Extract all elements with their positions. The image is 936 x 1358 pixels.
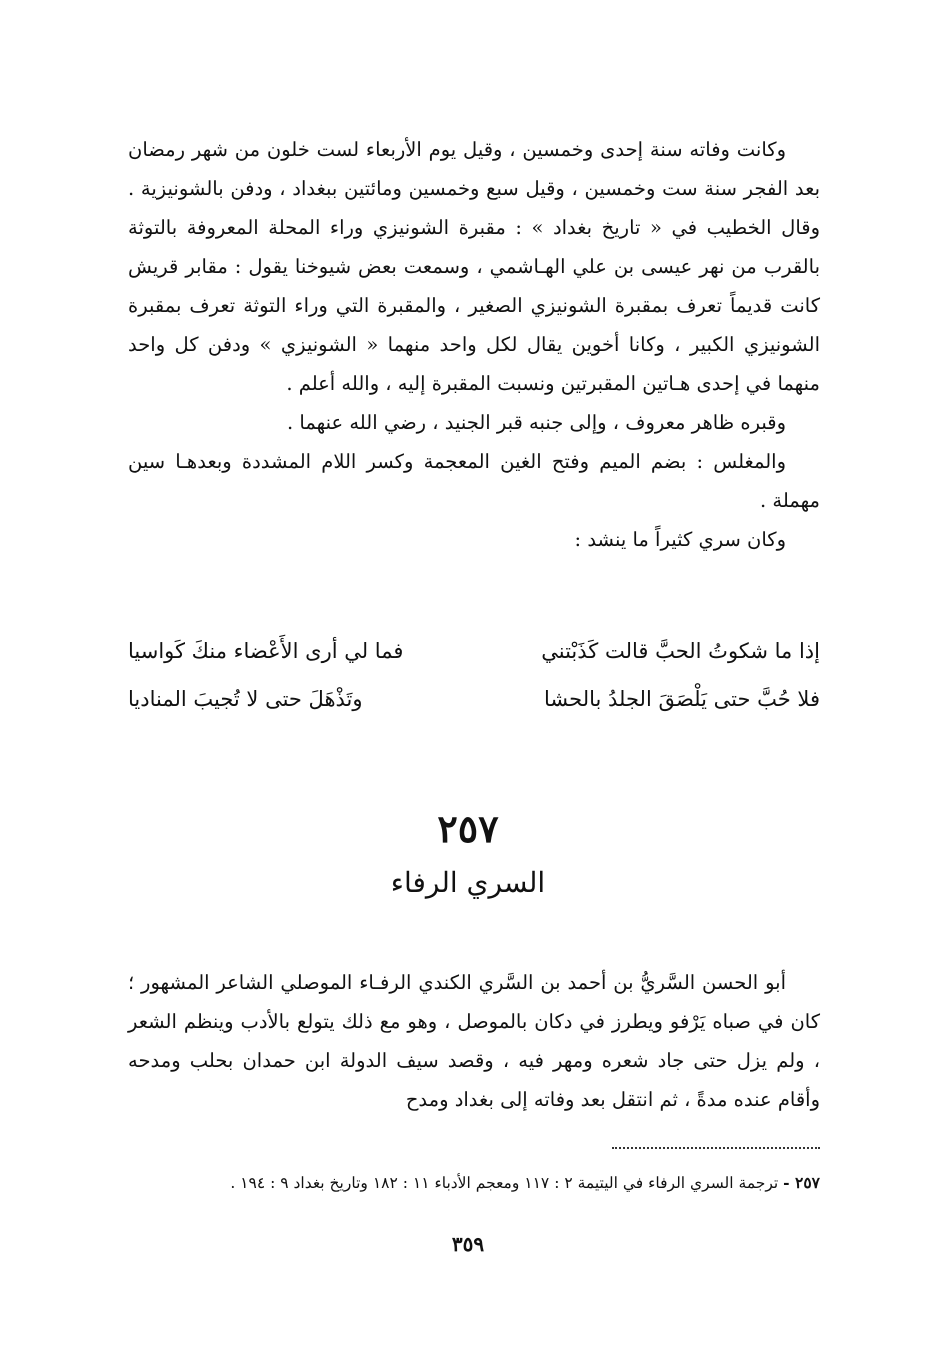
poem — [128, 627, 820, 723]
entry-title: السري الرفاء — [390, 866, 546, 899]
footnote-text: ترجمة السري الرفاء في اليتيمة ٢ : ١١٧ ومعجم الأدباء ١١ : ١٨٢ وتاريخ بغداد ٩ : ١٩٤ . — [230, 1174, 779, 1192]
entry-body — [128, 963, 820, 1119]
footnote — [128, 1168, 820, 1198]
paragraph-grave: وقبره ظاهر معروف ، وإلى جنبه قبر الجنيد ، رضي الله عنهما . — [287, 411, 786, 434]
page-number: ٣٥٩ — [451, 1232, 485, 1256]
verse-second-hemistich: فما لي أرى الأَعْضاء منكَ كَواسيا — [128, 639, 404, 663]
entry-body-paragraph: أبو الحسن السَّريُّ بن أحمد بن السَّري الكندي الرفـاء الموصلي الشاعر المشهور ؛ كان في صباه يَرْفو ويطرز في دكان بالموصل ، وهو مع ذلك يتولع بالأدب وينظم الشعر ، ولم يزل حتى جاد شعره ومهر فيه ، وقصد سيف الدولة ابن حمدان بحلب ومدحه وأقام عنده مدةً ، ثم انتقل بعد وفاته إلى بغداد ومدح — [128, 971, 820, 1111]
verse-second-hemistich: وتَذْهَلَ حتى لا تُجيبَ المناديا — [128, 687, 363, 711]
entry-number: ٢٥٧ — [437, 806, 499, 851]
paragraph-death-and-burial: وكانت وفاته سنة إحدى وخمسين ، وقيل يوم الأربعاء لست خلون من شهر رمضان بعد الفجر سنة ست وخمسين ، وقيل سبع وخمسين ومائتين ببغداد ، ودفن بالشونيزية . وقال الخطيب في « تاريخ بغداد » : مقبرة الشونيزي وراء المحلة المعروفة بالتوثة بالقرب من نهر عيسى بن علي الهـاشمي ، وسمعت بعض شيوخنا يقول : مقابر قريش كانت قديماً تعرف بمقبرة الشونيزي الصغير ، والمقبرة التي وراء التوثة تعرف بمقبرة الشونيزي الكبير ، وكانا أخوين يقال لكل واحد منهما « الشونيزي » ودفن كل واحد منهما في إحدى هـاتين المقبرتين ونسبت المقبرة إليه ، والله أعلم . — [128, 138, 820, 395]
footnote-separator — [612, 1147, 820, 1149]
verse-line — [128, 627, 820, 675]
verse-first-hemistich: إذا ما شكوتُ الحبَّ قالت كَذَبْتني — [541, 639, 820, 663]
paragraph-name-vocalization: والمغلس : بضم الميم وفتح الغين المعجمة وكسر اللام المشددة وبعدهـا سين مهملة . — [128, 450, 820, 512]
verse-first-hemistich: فلا حُبَّ حتى يَلْصَقَ الجلدُ بالحشا — [544, 687, 820, 711]
verse-line — [128, 675, 820, 723]
previous-entry-text — [128, 130, 820, 559]
footnote-number: ٢٥٧ - — [783, 1173, 820, 1192]
paragraph-verse-intro: وكان سري كثيراً ما ينشد : — [574, 528, 786, 551]
